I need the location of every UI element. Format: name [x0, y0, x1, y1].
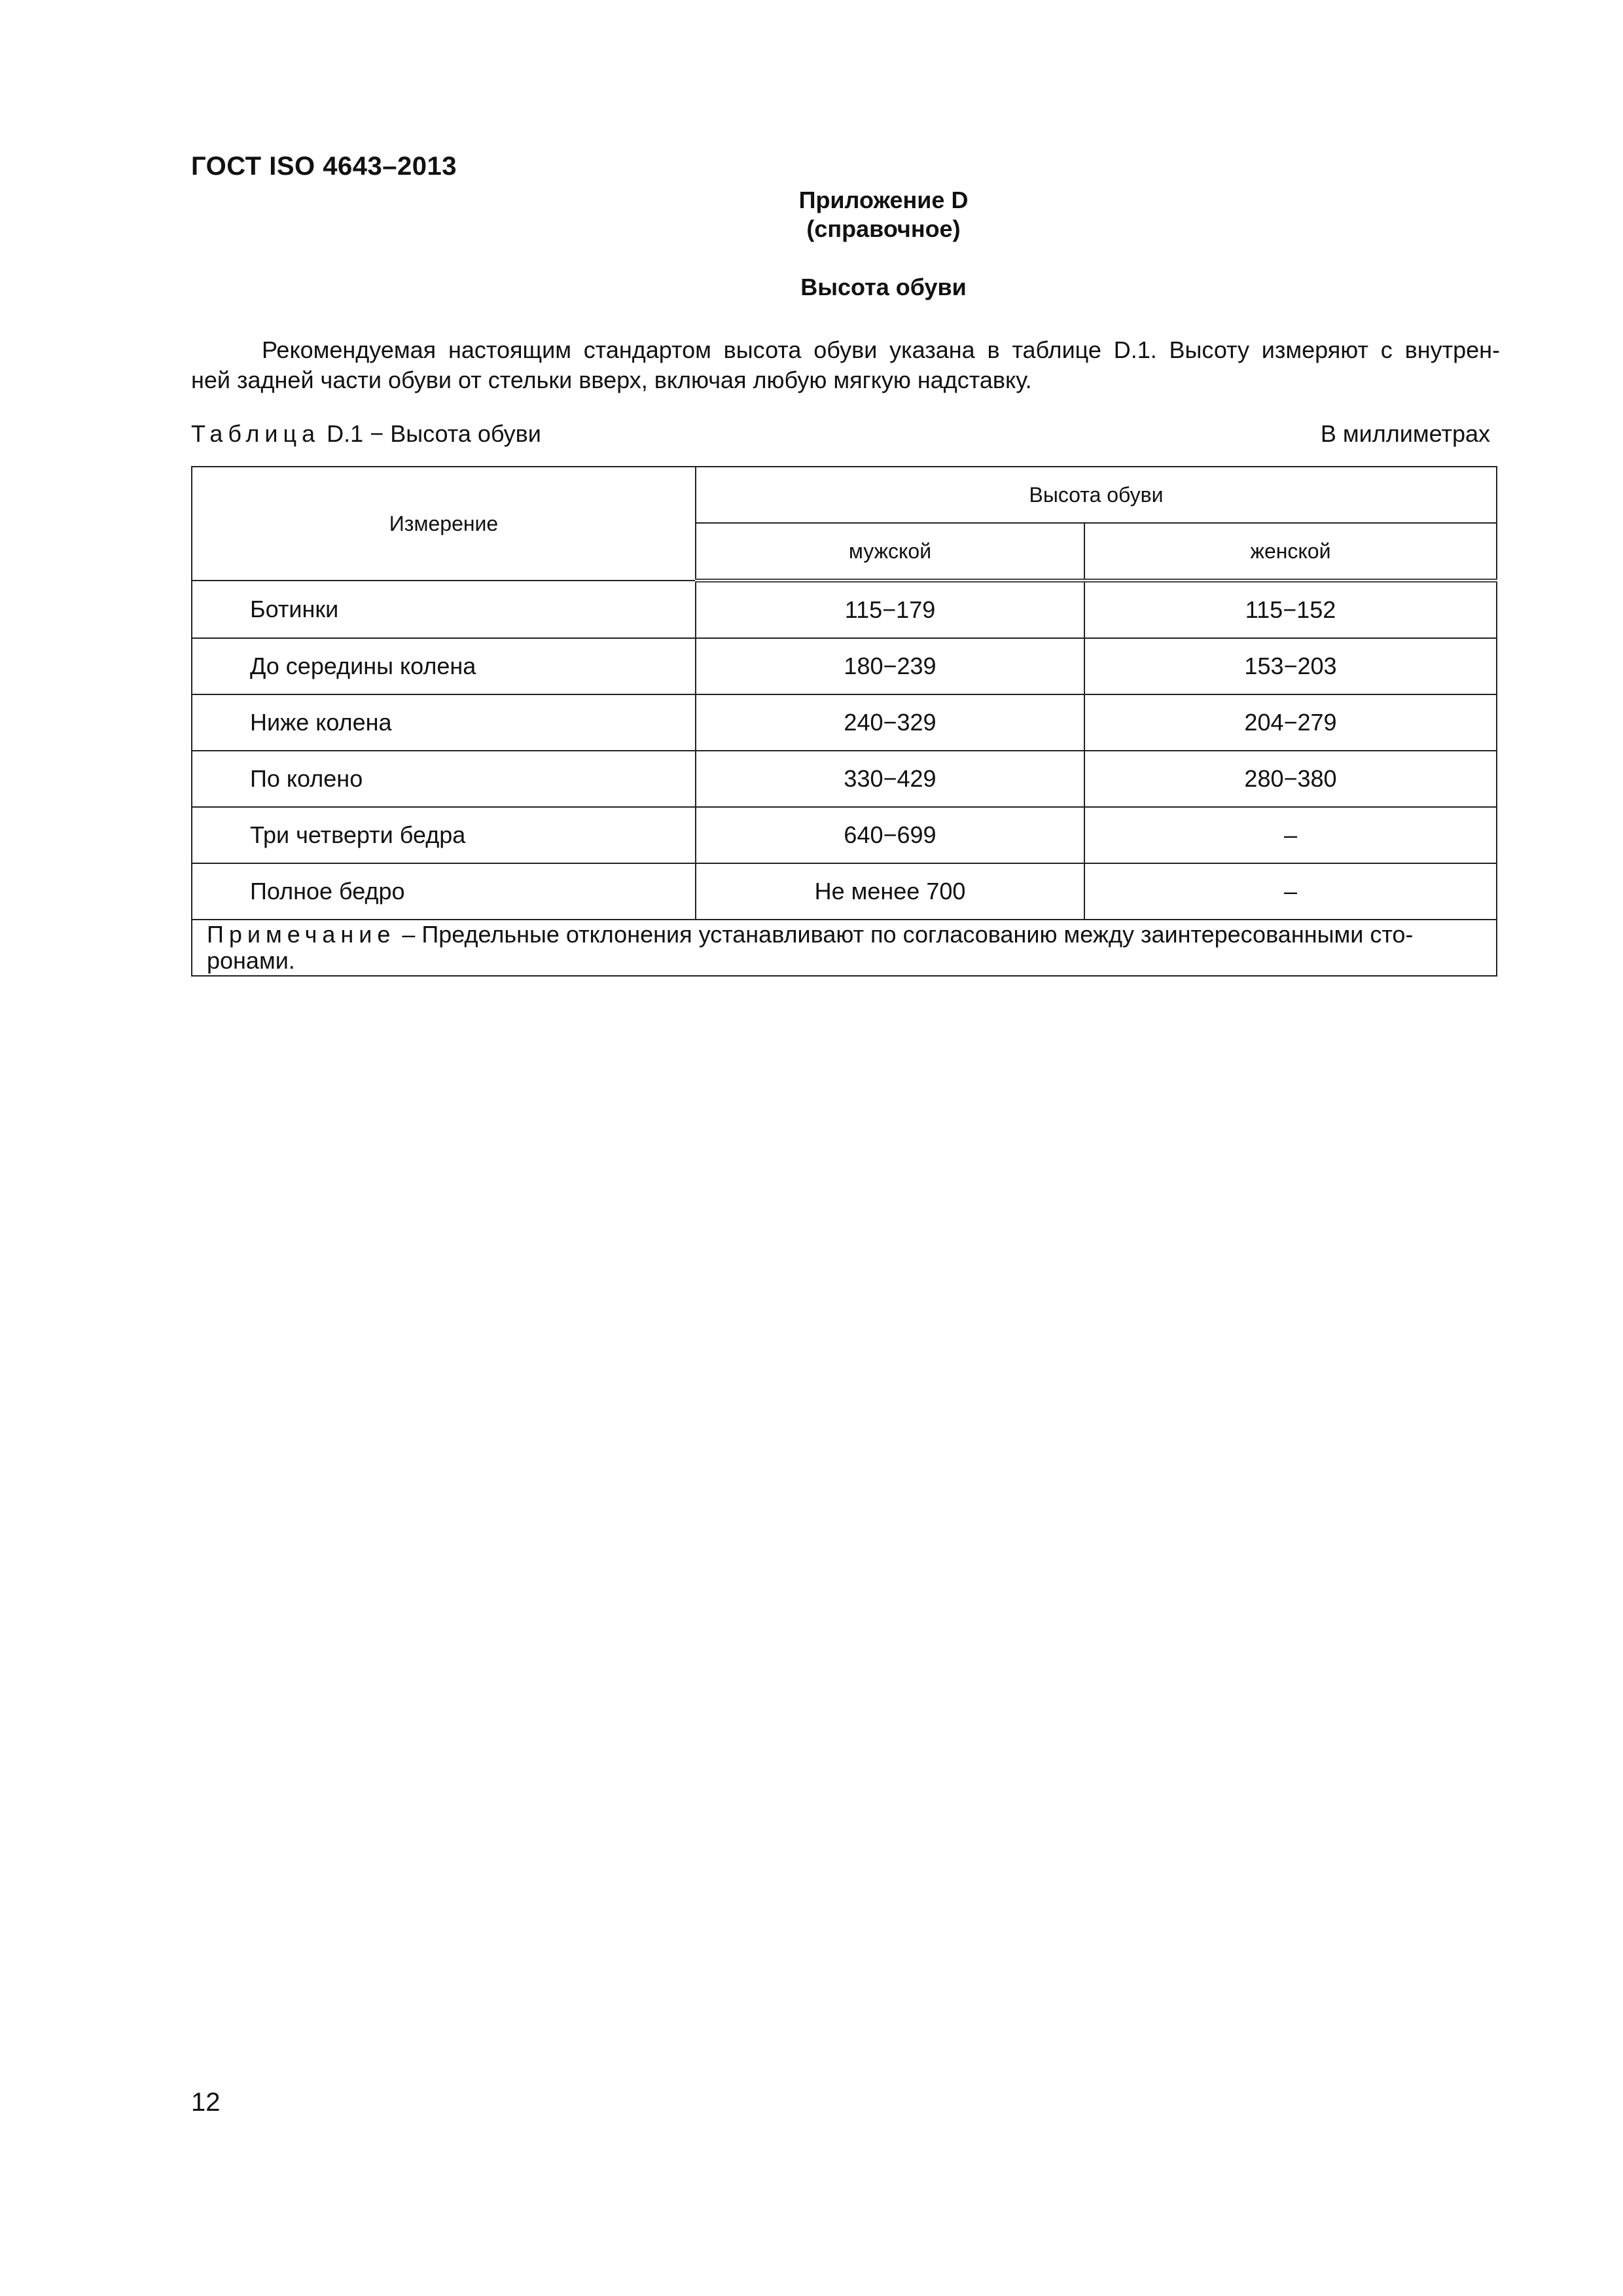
section-title: Высота обуви: [800, 274, 967, 300]
row-label: По колено: [192, 751, 696, 807]
annex-status: (справочное): [806, 215, 961, 242]
header-height: Высота обуви: [696, 467, 1497, 523]
row-label: До середины колена: [192, 638, 696, 694]
table-row: [192, 581, 1497, 638]
table-row: [192, 863, 1497, 920]
female-height-cell: –: [1084, 807, 1497, 863]
row-label: Три четверти бедра: [192, 807, 696, 863]
table-caption-text: D.1 − Высота обуви: [320, 420, 541, 447]
table-row: [192, 694, 1497, 751]
table-note-row: [192, 920, 1497, 976]
female-height-cell: 280−380: [1084, 751, 1497, 807]
body-paragraph: [191, 335, 1500, 395]
male-height-cell: 180−239: [696, 638, 1084, 694]
table-note: [192, 920, 1497, 976]
table-row: [192, 751, 1497, 807]
table-caption-label: Таблица: [191, 420, 321, 447]
shoe-height-table: [191, 466, 1497, 977]
table-caption: [191, 420, 541, 448]
note-text: – Предельные отклонения устанавливают по согласованию между заинтересованными сто-ронами.: [207, 921, 1414, 974]
table-row: [192, 638, 1497, 694]
male-height-cell: 640−699: [696, 807, 1084, 863]
annex-title: Приложение D: [798, 187, 969, 213]
male-height-cell: 240−329: [696, 694, 1084, 751]
row-label: Ботинки: [192, 581, 696, 638]
document-code: ГОСТ ISO 4643–2013: [191, 152, 457, 181]
male-height-cell: Не менее 700: [696, 863, 1084, 920]
female-height-cell: –: [1084, 863, 1497, 920]
header-male: мужской: [696, 523, 1084, 581]
page-number: 12: [191, 2088, 221, 2117]
paragraph-line-1: Рекомендуемая настоящим стандартом высота обуви указана в таблице D.1. Высоту измеряют с внутрен-: [262, 336, 1500, 363]
female-height-cell: 115−152: [1084, 581, 1497, 638]
paragraph-line-2: ней задней части обуви от стельки вверх, включая любую мягкую надставку.: [191, 367, 1032, 393]
male-height-cell: 330−429: [696, 751, 1084, 807]
header-measurement: Измерение: [192, 467, 696, 581]
table-units: В миллиметрах: [1320, 420, 1490, 447]
male-height-cell: 115−179: [696, 581, 1084, 638]
note-label: Примечание: [207, 921, 396, 948]
header-female: женской: [1084, 523, 1497, 581]
female-height-cell: 204−279: [1084, 694, 1497, 751]
row-label: Полное бедро: [192, 863, 696, 920]
table-row: [192, 807, 1497, 863]
female-height-cell: 153−203: [1084, 638, 1497, 694]
row-label: Ниже колена: [192, 694, 696, 751]
